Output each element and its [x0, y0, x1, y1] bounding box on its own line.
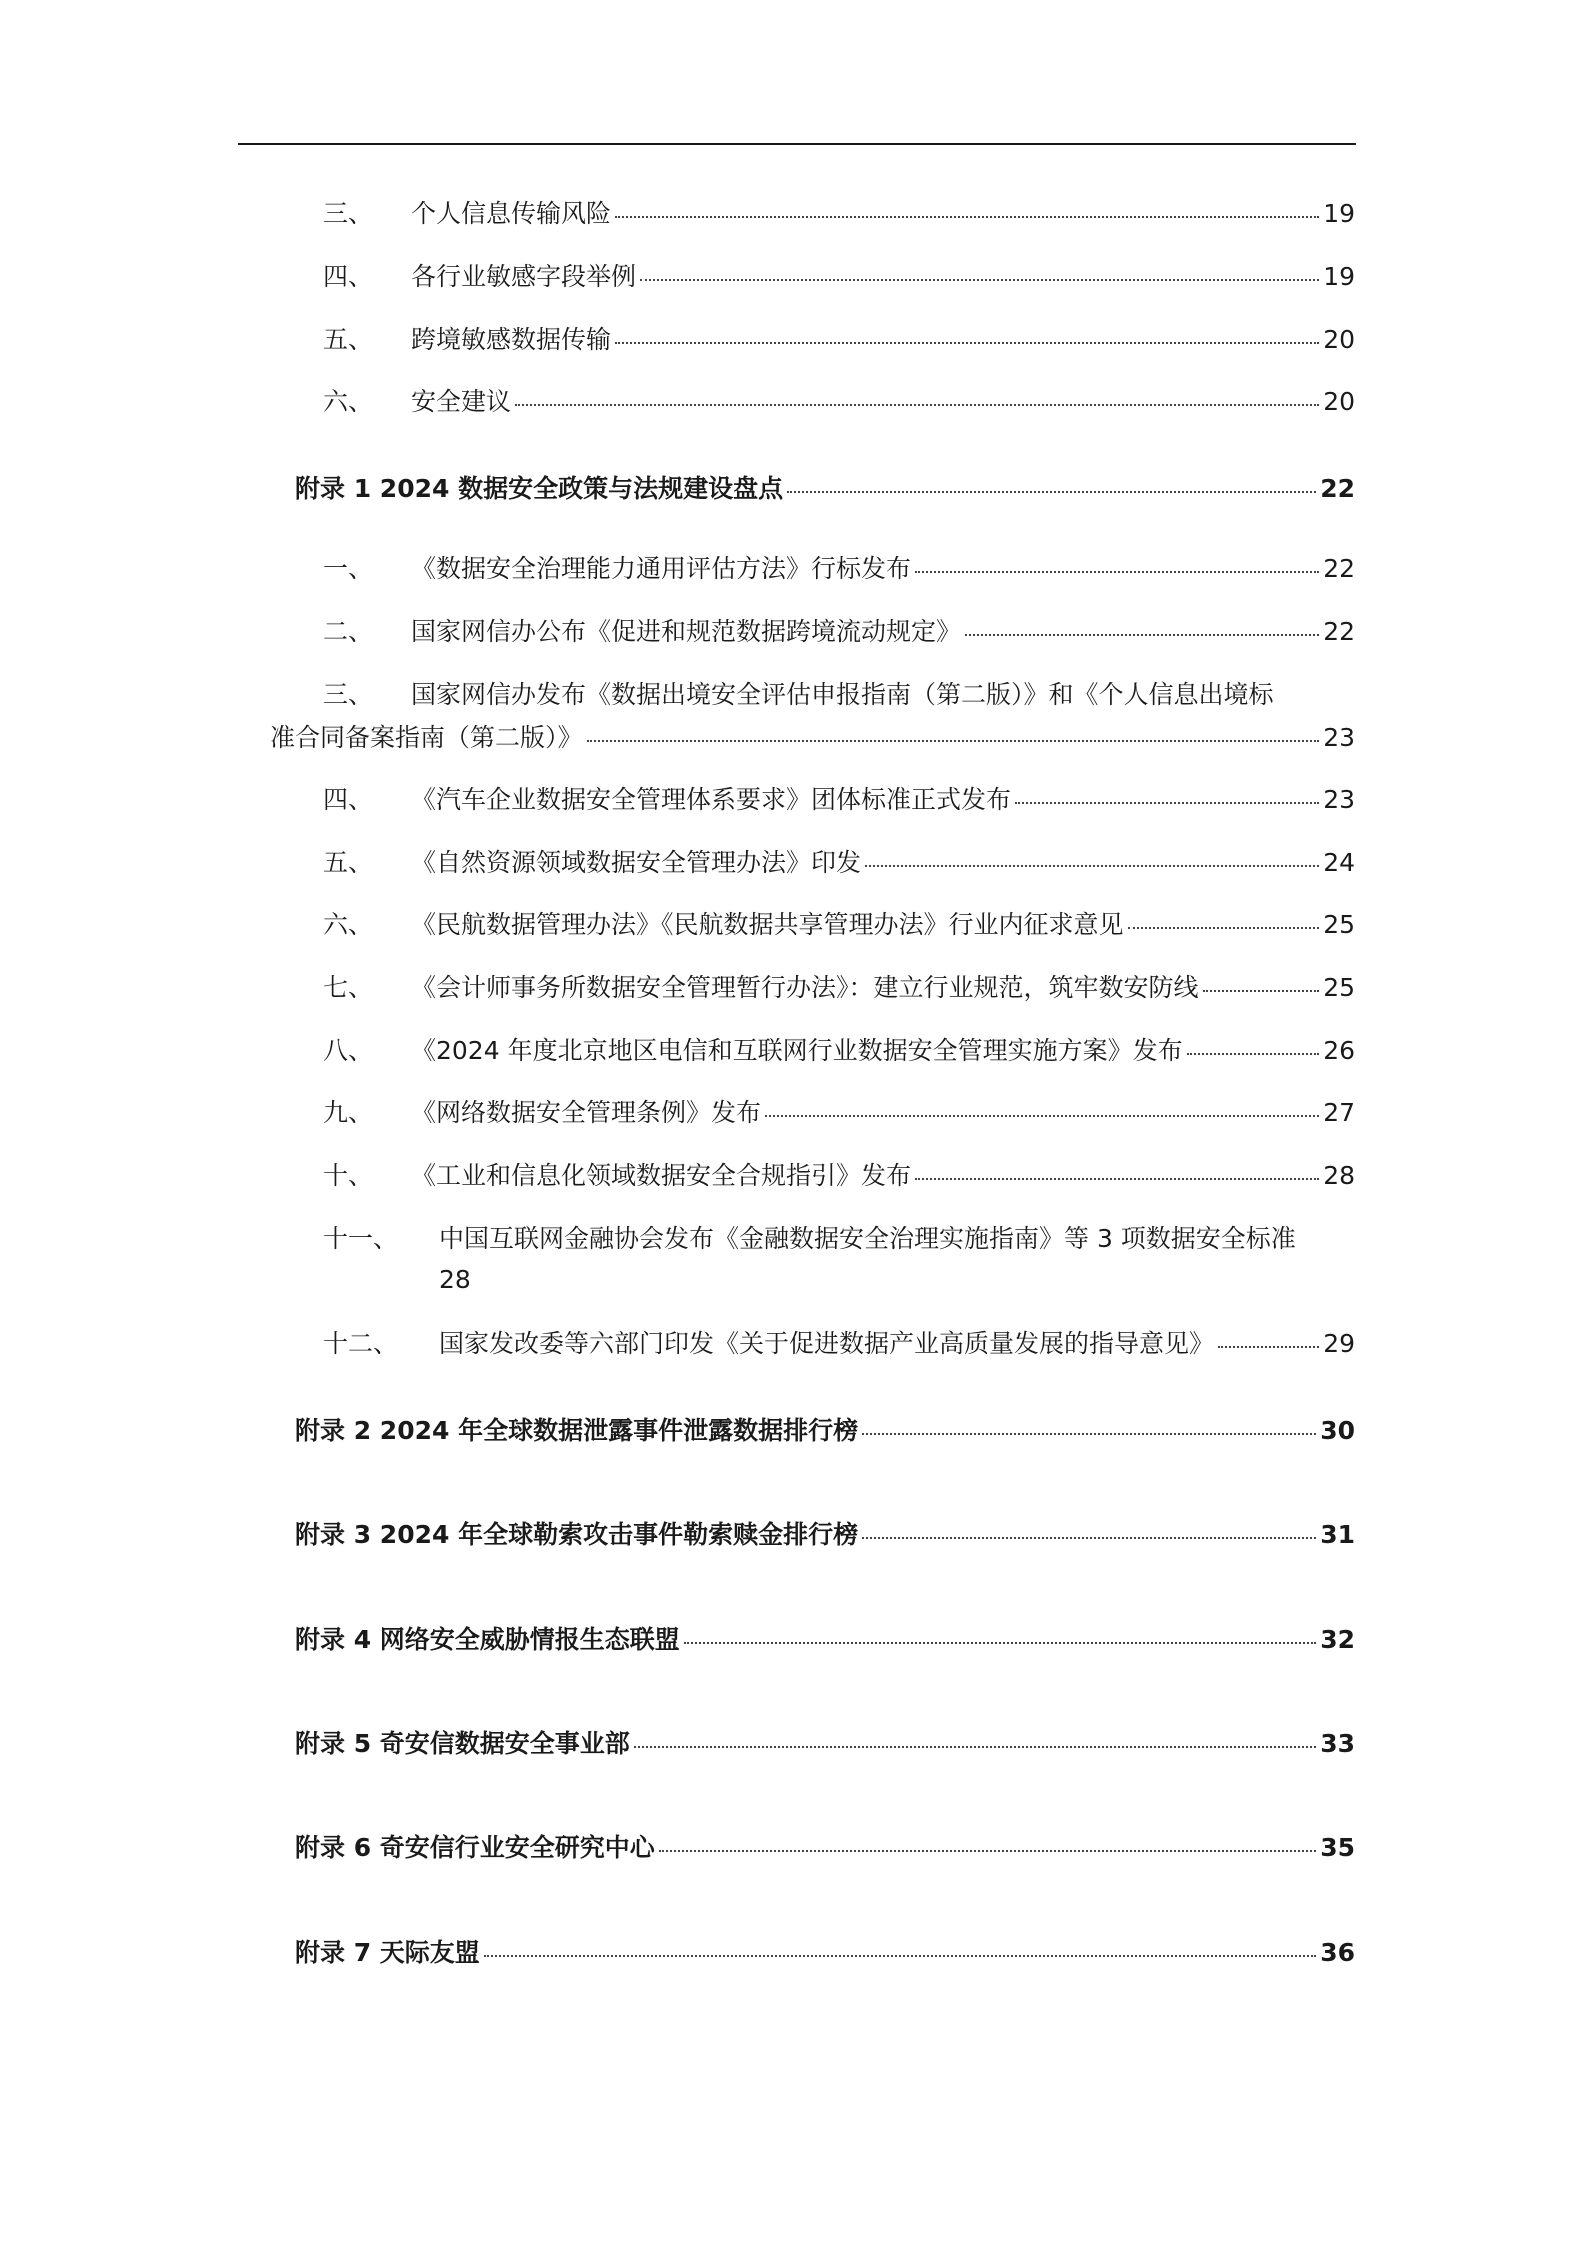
toc-entry[interactable]	[323, 1035, 1355, 1067]
toc-entry-number: 五、	[323, 848, 374, 877]
toc-entry[interactable]	[323, 972, 1355, 1004]
toc-entry-page: 20	[1323, 387, 1355, 416]
toc-leader-dots	[659, 1850, 1316, 1852]
toc-entry-title: 跨境敏感数据传输	[411, 325, 612, 354]
toc-appendix-page: 30	[1320, 1416, 1355, 1445]
toc-entry-number: 六、	[323, 387, 374, 416]
toc-leader-dots	[587, 740, 1320, 742]
toc-entry-page: 19	[1323, 199, 1355, 228]
toc-entry[interactable]	[323, 386, 1355, 418]
toc-entry-page: 26	[1323, 1036, 1355, 1065]
toc-appendix-title: 附录 5 奇安信数据安全事业部	[295, 1729, 630, 1758]
toc-leader-dots	[865, 865, 1319, 867]
toc-entry[interactable]	[323, 616, 1355, 648]
toc-entry-title: 国家发改委等六部门印发《关于促进数据产业高质量发展的指导意见》	[439, 1329, 1215, 1358]
header-rule	[238, 143, 1356, 145]
toc-entry[interactable]	[323, 261, 1355, 293]
toc-appendix-title: 附录 2 2024 年全球数据泄露事件泄露数据排行榜	[295, 1416, 859, 1445]
toc-appendix-title: 附录 3 2024 年全球勒索攻击事件勒索赎金排行榜	[295, 1520, 859, 1549]
toc-entry-number: 八、	[323, 1036, 374, 1065]
toc-appendix-entry[interactable]	[295, 473, 1355, 505]
toc-leader-dots	[862, 1433, 1316, 1435]
toc-appendix-title: 附录 4 网络安全威胁情报生态联盟	[295, 1625, 680, 1654]
toc-entry-page: 27	[1323, 1098, 1355, 1127]
toc-entry-page: 29	[1323, 1329, 1355, 1358]
toc-appendix-entry[interactable]	[295, 1624, 1355, 1656]
toc-leader-dots	[615, 216, 1319, 218]
toc-entry-page: 28	[1323, 1161, 1355, 1190]
toc-entry-page: 22	[1323, 554, 1355, 583]
toc-entry-title: 《数据安全治理能力通用评估方法》行标发布	[411, 554, 912, 583]
toc-entry-page: 23	[1323, 723, 1355, 752]
toc-entry[interactable]	[323, 847, 1355, 879]
toc-leader-dots	[1128, 927, 1320, 929]
toc-entry[interactable]	[323, 784, 1355, 816]
toc-entry-page: 20	[1323, 325, 1355, 354]
toc-entry-title: 中国互联网金融协会发布《金融数据安全治理实施指南》等 3 项数据安全标准	[439, 1224, 1296, 1253]
toc-appendix-title: 附录 7 天际友盟	[295, 1938, 480, 1967]
toc-entry-page: 25	[1323, 973, 1355, 1002]
toc-entry[interactable]	[323, 553, 1355, 585]
toc-entry-page: 19	[1323, 262, 1355, 291]
toc-appendix-page: 35	[1320, 1833, 1355, 1862]
toc-appendix-page: 31	[1320, 1520, 1355, 1549]
toc-entry-title: 国家网信办发布《数据出境安全评估申报指南（第二版）》和《个人信息出境标	[411, 680, 1274, 709]
toc-entry-number: 三、	[323, 680, 374, 709]
toc-entry[interactable]	[323, 1160, 1355, 1192]
toc-entry-number: 十一、	[323, 1224, 399, 1253]
toc-entry-title: 《2024 年度北京地区电信和互联网行业数据安全管理实施方案》发布	[411, 1036, 1183, 1065]
toc-appendix-entry[interactable]	[295, 1832, 1355, 1864]
toc-appendix-page: 22	[1320, 474, 1355, 503]
toc-entry[interactable]	[323, 324, 1355, 356]
toc-entry-wrapped[interactable]	[323, 679, 1363, 711]
toc-leader-dots	[684, 1642, 1316, 1644]
toc-leader-dots	[615, 342, 1319, 344]
toc-appendix-page: 33	[1320, 1729, 1355, 1758]
toc-leader-dots	[915, 571, 1319, 573]
toc-entry[interactable]	[323, 1097, 1355, 1129]
toc-leader-dots	[634, 1746, 1316, 1748]
toc-leader-dots	[915, 1178, 1319, 1180]
toc-leader-dots	[640, 279, 1319, 281]
toc-appendix-title: 附录 6 奇安信行业安全研究中心	[295, 1833, 655, 1862]
toc-leader-dots	[1015, 802, 1319, 804]
toc-leader-dots	[965, 634, 1319, 636]
toc-entry-page: 24	[1323, 848, 1355, 877]
toc-entry-title: 各行业敏感字段举例	[411, 262, 637, 291]
toc-entry-title: 《自然资源领域数据安全管理办法》印发	[411, 848, 862, 877]
toc-entry-title: 《网络数据安全管理条例》发布	[411, 1098, 762, 1127]
toc-entry-number: 三、	[323, 199, 374, 228]
toc-entry-number: 十二、	[323, 1329, 399, 1358]
toc-entry-title-continued: 准合同备案指南（第二版）》	[270, 723, 583, 752]
toc-entry-title: 安全建议	[411, 387, 512, 416]
toc-appendix-entry[interactable]	[295, 1519, 1355, 1551]
toc-entry-wrapped[interactable]	[323, 1223, 1363, 1255]
toc-leader-dots	[1187, 1053, 1320, 1055]
toc-entry-number: 十、	[323, 1161, 374, 1190]
toc-leader-dots	[515, 404, 1319, 406]
toc-entry-number: 五、	[323, 325, 374, 354]
toc-entry-continuation[interactable]	[270, 722, 1355, 754]
toc-entry-title: 国家网信办公布《促进和规范数据跨境流动规定》	[411, 617, 962, 646]
toc-leader-dots	[1203, 990, 1320, 992]
toc-appendix-page: 32	[1320, 1625, 1355, 1654]
toc-entry[interactable]	[323, 909, 1355, 941]
toc-appendix-entry[interactable]	[295, 1728, 1355, 1760]
toc-entry-number: 七、	[323, 973, 374, 1002]
toc-entry[interactable]	[323, 198, 1355, 230]
toc-entry-title: 《民航数据管理办法》《民航数据共享管理办法》行业内征求意见	[411, 910, 1124, 939]
toc-entry-number: 一、	[323, 554, 374, 583]
toc-entry-title: 《会计师事务所数据安全管理暂行办法》：建立行业规范，筑牢数安防线	[411, 973, 1199, 1002]
toc-entry-number: 四、	[323, 262, 374, 291]
toc-entry-title: 《汽车企业数据安全管理体系要求》团体标准正式发布	[411, 785, 1012, 814]
toc-appendix-title: 附录 1 2024 数据安全政策与法规建设盘点	[295, 474, 784, 503]
toc-entry-page: 23	[1323, 785, 1355, 814]
toc-entry-number: 二、	[323, 617, 374, 646]
toc-entry[interactable]	[323, 1328, 1355, 1360]
toc-entry-page: 28	[439, 1265, 471, 1294]
toc-leader-dots	[484, 1955, 1316, 1957]
toc-entry-number: 六、	[323, 910, 374, 939]
toc-appendix-entry[interactable]	[295, 1937, 1355, 1969]
toc-entry-number: 四、	[323, 785, 374, 814]
toc-entry-title: 个人信息传输风险	[411, 199, 612, 228]
toc-appendix-entry[interactable]	[295, 1415, 1355, 1447]
toc-leader-dots	[765, 1115, 1319, 1117]
toc-leader-dots	[862, 1537, 1316, 1539]
toc-appendix-page: 36	[1320, 1938, 1355, 1967]
toc-leader-dots	[787, 491, 1316, 493]
toc-entry-page: 22	[1323, 617, 1355, 646]
toc-entry-number: 九、	[323, 1098, 374, 1127]
toc-leader-dots	[1218, 1346, 1319, 1348]
toc-entry-title: 《工业和信息化领域数据安全合规指引》发布	[411, 1161, 912, 1190]
toc-entry-page: 25	[1323, 910, 1355, 939]
